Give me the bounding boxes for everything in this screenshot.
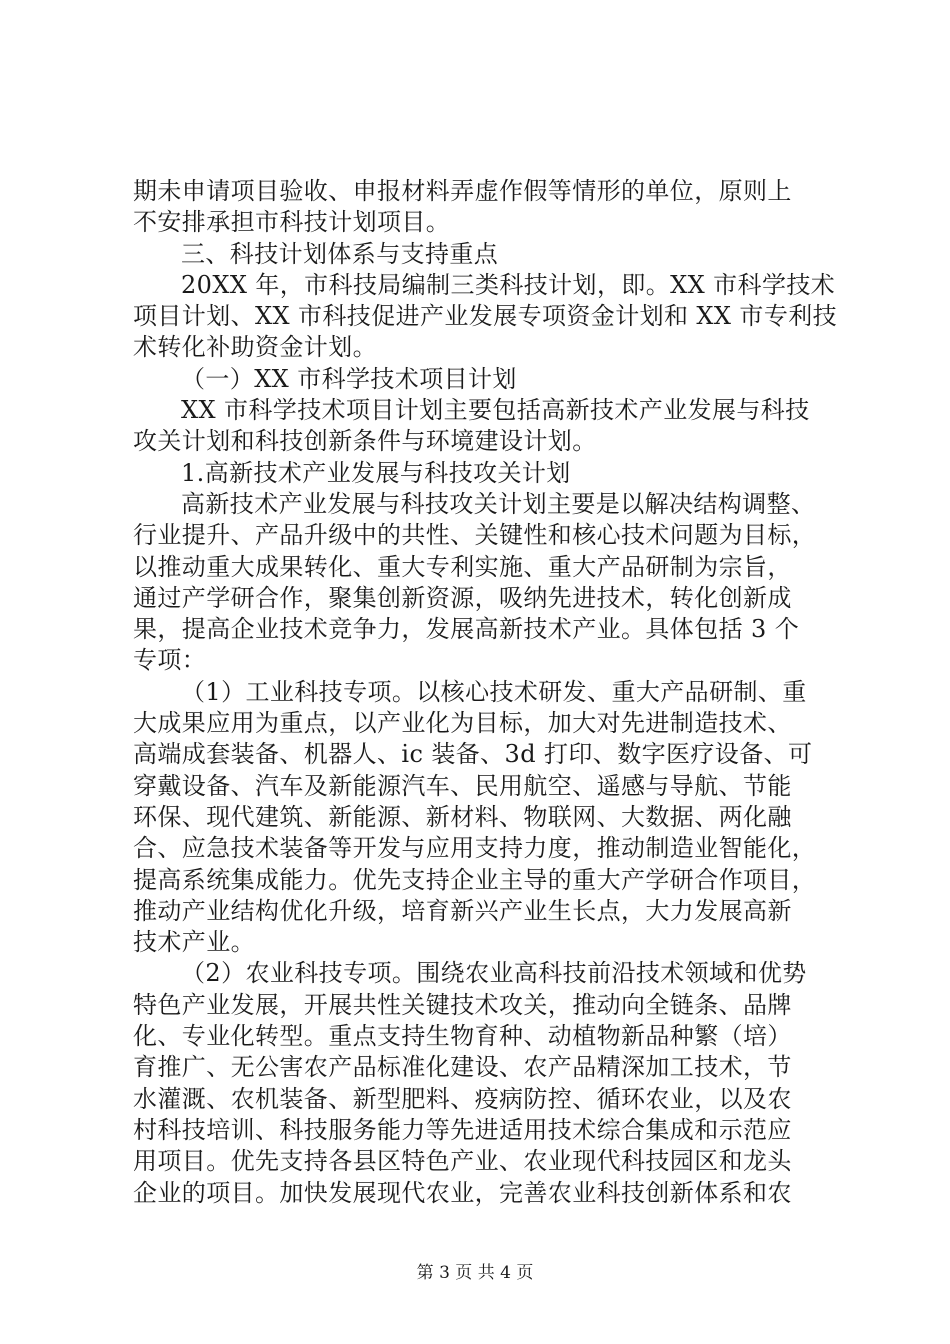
text-line: 三、科技计划体系与支持重点: [181, 239, 499, 268]
document-body: [133, 176, 838, 1209]
text-line: 不安排承担市科技计划项目。: [133, 208, 451, 237]
text-line: 攻关计划和科技创新条件与环境建设计划。: [133, 427, 597, 456]
text-line: 果，提高企业技术竞争力，发展高新技术产业。具体包括 3 个: [133, 615, 800, 644]
text-line: 期未申请项目验收、申报材料弄虚作假等情形的单位，原则上: [133, 177, 792, 205]
text-line: 技术产业。: [133, 928, 255, 957]
text-line: 穿戴设备、汽车及新能源汽车、民用航空、遥感与导航、节能: [133, 771, 792, 800]
text-line: 项目计划、XX 市科技促进产业发展专项资金计划和 XX 市专利技: [133, 302, 838, 331]
text-line: 合、应急技术装备等开发与应用支持力度，推动制造业智能化，: [133, 834, 817, 863]
text-line: （1）工业科技专项。以核心技术研发、重大产品研制、重: [181, 677, 807, 706]
text-line: 1.高新技术产业发展与科技攻关计划: [181, 458, 571, 487]
text-line: XX 市科学技术项目计划主要包括高新技术产业发展与科技: [181, 396, 810, 425]
text-line: （一）XX 市科学技术项目计划: [181, 364, 517, 393]
text-line: 特色产业发展，开展共性关键技术攻关，推动向全链条、品牌: [133, 990, 792, 1019]
text-line: 化、专业化转型。重点支持生物育种、动植物新品种繁（培）: [133, 1022, 792, 1051]
text-line: 术转化补助资金计划。: [133, 333, 377, 362]
text-line: 提高系统集成能力。优先支持企业主导的重大产学研合作项目，: [133, 865, 817, 894]
page-number-footer: 第 3 页 共 4 页: [416, 1263, 534, 1283]
text-line: 村科技培训、科技服务能力等先进适用技术综合集成和示范应: [133, 1115, 792, 1144]
text-line: 大成果应用为重点，以产业化为目标，加大对先进制造技术、: [133, 709, 792, 738]
text-line: 专项：: [133, 646, 207, 675]
text-line: 通过产学研合作，聚集创新资源，吸纳先进技术，转化创新成: [133, 583, 792, 612]
text-line: 企业的项目。加快发展现代农业，完善农业科技创新体系和农: [133, 1178, 792, 1207]
text-line: 20XX 年，市科技局编制三类科技计划，即。XX 市科学技术: [181, 270, 836, 299]
text-line: 高端成套装备、机器人、ic 装备、3d 打印、数字医疗设备、可: [133, 740, 813, 769]
text-line: 以推动重大成果转化、重大专利实施、重大产品研制为宗旨，: [133, 552, 792, 581]
text-line: 水灌溉、农机装备、新型肥料、疫病防控、循环农业，以及农: [133, 1084, 792, 1113]
text-line: 推动产业结构优化升级，培育新兴产业生长点，大力发展高新: [133, 896, 792, 925]
text-line: 用项目。优先支持各县区特色产业、农业现代科技园区和龙头: [133, 1147, 792, 1176]
text-line: 高新技术产业发展与科技攻关计划主要是以解决结构调整、: [181, 489, 816, 518]
text-line: 环保、现代建筑、新能源、新材料、物联网、大数据、两化融: [133, 802, 792, 831]
text-line: 行业提升、产品升级中的共性、关键性和核心技术问题为目标，: [133, 521, 817, 550]
text-line: （2）农业科技专项。围绕农业高科技前沿技术领域和优势: [181, 959, 807, 988]
text-line: 育推广、无公害农产品标准化建设、农产品精深加工技术，节: [133, 1053, 792, 1082]
